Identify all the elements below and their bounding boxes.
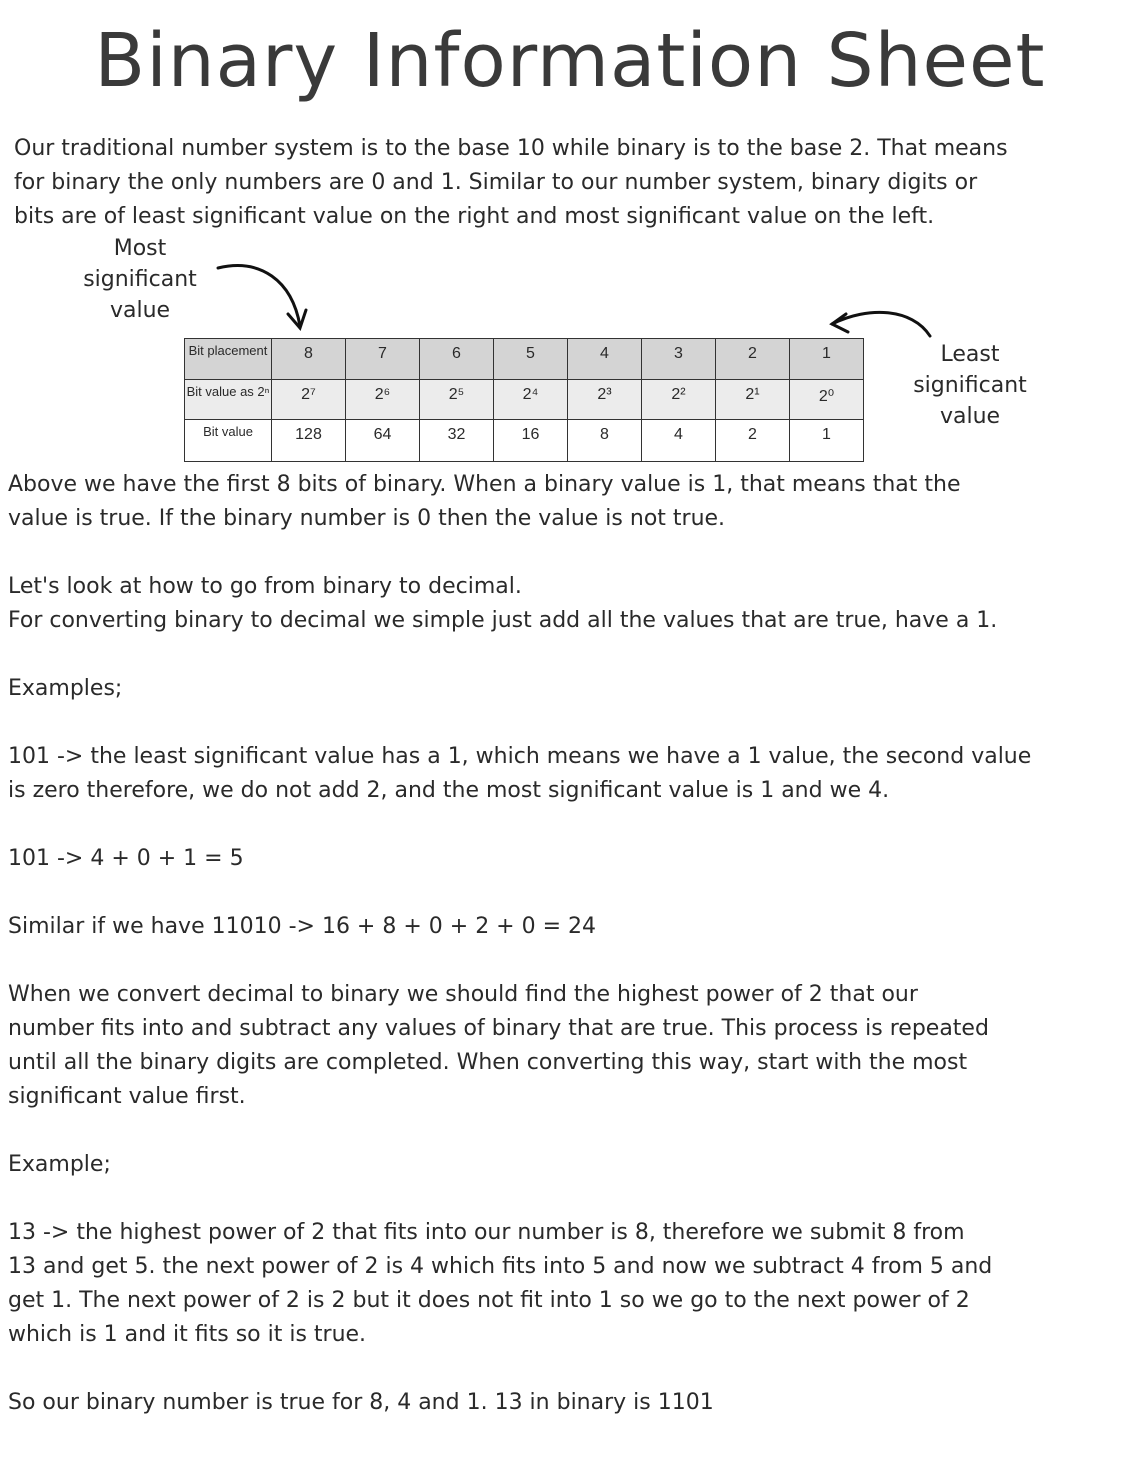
arrow-least-icon xyxy=(832,312,930,336)
label-line: Most xyxy=(113,236,167,261)
table-row xyxy=(185,380,864,420)
label-line: Least xyxy=(940,342,1000,367)
paragraph-line: 101 -> the least significant value has a 1, which means we have a 1 value, the second value xyxy=(8,744,1032,769)
paragraph-line: value is true. If the binary number is 0 then the value is not true. xyxy=(8,506,726,531)
page-title: Binary Information Sheet xyxy=(94,18,1046,104)
paragraph xyxy=(8,740,1031,808)
table-cell: 8 xyxy=(568,420,642,462)
intro-line: for binary the only numbers are 0 and 1. Similar to our number system, binary digits or xyxy=(14,170,978,195)
paragraph-line: which is 1 and it fits so it is true. xyxy=(8,1322,367,1347)
paragraph-line: Example; xyxy=(8,1152,111,1177)
paragraph xyxy=(8,978,1031,1114)
table-cell: 2 xyxy=(716,420,790,462)
table-cell: 2³ xyxy=(568,380,642,420)
body-text xyxy=(8,468,1031,1420)
paragraph-line: When we convert decimal to binary we should find the highest power of 2 that our xyxy=(8,982,918,1007)
paragraph-gap xyxy=(8,1114,1031,1148)
intro-line: bits are of least significant value on the right and most significant value on the left. xyxy=(14,204,935,229)
paragraph xyxy=(8,1216,1031,1352)
table-cell: 3 xyxy=(642,339,716,380)
table-cell: 2¹ xyxy=(716,380,790,420)
paragraph-line: Let's look at how to go from binary to decimal. xyxy=(8,574,522,599)
paragraph xyxy=(8,570,1031,638)
table-row xyxy=(185,420,864,462)
paragraph-line: number fits into and subtract any values of binary that are true. This process is repeated xyxy=(8,1016,989,1041)
table-cell: 6 xyxy=(420,339,494,380)
label-line: value xyxy=(109,298,171,323)
paragraph-gap xyxy=(8,944,1031,978)
table-cell: 4 xyxy=(568,339,642,380)
paragraph-line: 13 and get 5. the next power of 2 is 4 which fits into 5 and now we subtract 4 from 5 and xyxy=(8,1254,993,1279)
paragraph-line: significant value first. xyxy=(8,1084,246,1109)
table-cell: 7 xyxy=(346,339,420,380)
table-cell: 1 xyxy=(790,339,864,380)
table-cell: 2² xyxy=(642,380,716,420)
table-cell: 128 xyxy=(272,420,346,462)
paragraph-line: until all the binary digits are completed. When converting this way, start with the most xyxy=(8,1050,968,1075)
paragraph-gap xyxy=(8,706,1031,740)
label-line: significant xyxy=(83,267,197,292)
table-cell: 32 xyxy=(420,420,494,462)
table-cell: 5 xyxy=(494,339,568,380)
row-header: Bit value as 2ⁿ xyxy=(185,380,272,420)
table-cell: 8 xyxy=(272,339,346,380)
paragraph-gap xyxy=(8,1352,1031,1386)
paragraph-line: get 1. The next power of 2 is 2 but it does not fit into 1 so we go to the next power of 2 xyxy=(8,1288,970,1313)
label-line: significant xyxy=(913,373,1027,398)
row-header: Bit value xyxy=(185,420,272,462)
paragraph-line: Above we have the first 8 bits of binary. When a binary value is 1, that means that the xyxy=(8,472,961,497)
paragraph-gap xyxy=(8,876,1031,910)
table-cell: 1 xyxy=(790,420,864,462)
arrow-most-icon xyxy=(218,266,306,328)
label-line: value xyxy=(939,404,1001,429)
table-cell: 64 xyxy=(346,420,420,462)
paragraph-line: 13 -> the highest power of 2 that fits into our number is 8, therefore we submit 8 from xyxy=(8,1220,965,1245)
table-cell: 2⁶ xyxy=(346,380,420,420)
paragraph xyxy=(8,468,1031,536)
paragraph-gap xyxy=(8,638,1031,672)
table-cell: 2⁴ xyxy=(494,380,568,420)
table-cell: 16 xyxy=(494,420,568,462)
paragraph-line: For converting binary to decimal we simple just add all the values that are true, have a 1. xyxy=(8,608,998,633)
table-row xyxy=(185,339,864,380)
table-cell: 2⁷ xyxy=(272,380,346,420)
paragraph-line: is zero therefore, we do not add 2, and the most significant value is 1 and we 4. xyxy=(8,778,890,803)
table-cell: 2⁵ xyxy=(420,380,494,420)
paragraph xyxy=(8,1386,1031,1420)
row-header: Bit placement xyxy=(185,339,272,380)
paragraph xyxy=(8,1148,1031,1182)
bit-table xyxy=(184,338,864,462)
paragraph-line: Examples; xyxy=(8,676,123,701)
table-cell: 4 xyxy=(642,420,716,462)
paragraph-gap xyxy=(8,536,1031,570)
paragraph xyxy=(8,910,1031,944)
intro-line: Our traditional number system is to the base 10 while binary is to the base 2. That means xyxy=(14,136,1008,161)
table-cell: 2 xyxy=(716,339,790,380)
paragraph-line: So our binary number is true for 8, 4 and 1. 13 in binary is 1101 xyxy=(8,1390,714,1415)
paragraph-gap xyxy=(8,1182,1031,1216)
paragraph xyxy=(8,842,1031,876)
table-cell: 2⁰ xyxy=(790,380,864,420)
paragraph-line: 101 -> 4 + 0 + 1 = 5 xyxy=(8,846,244,871)
paragraph-line: Similar if we have 11010 -> 16 + 8 + 0 + 2 + 0 = 24 xyxy=(8,914,597,939)
paragraph-gap xyxy=(8,808,1031,842)
paragraph xyxy=(8,672,1031,706)
